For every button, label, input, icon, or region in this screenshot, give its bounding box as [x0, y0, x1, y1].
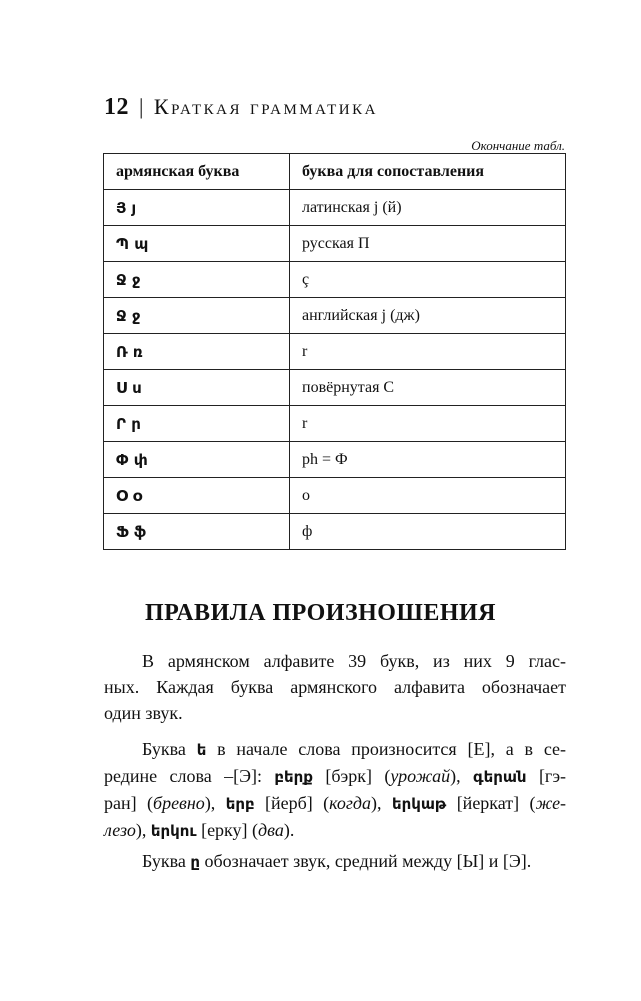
comparison-cell: r	[290, 406, 566, 442]
text-run: ран] (	[104, 793, 154, 813]
text-run: Буква	[142, 739, 186, 759]
armenian-word: երկու	[150, 822, 197, 840]
comparison-cell: r	[290, 334, 566, 370]
comparison-cell: латинская j (й)	[290, 190, 566, 226]
table-row	[104, 190, 566, 226]
armenian-letter-cell: Ռ ռ	[104, 334, 290, 370]
armenian-letter-cell: Պ պ	[104, 226, 290, 262]
text-run: [йерб] (	[265, 793, 330, 813]
text-run: ),	[450, 766, 461, 786]
section-heading: ПРАВИЛА ПРОИЗНОШЕНИЯ	[144, 600, 497, 626]
running-head	[104, 94, 378, 121]
table-row	[104, 478, 566, 514]
comparison-cell: ph = Ф	[290, 442, 566, 478]
comparison-cell: английская j (дж)	[290, 298, 566, 334]
table-row	[104, 370, 566, 406]
armenian-word: երկաթ	[391, 795, 447, 813]
table-row	[104, 334, 566, 370]
table-row	[104, 262, 566, 298]
header-separator: |	[139, 94, 144, 119]
alphabet-table	[103, 153, 566, 550]
text-run: ).	[283, 820, 295, 840]
text-run: ),	[371, 793, 382, 813]
armenian-letter-cell: Յ յ	[104, 190, 290, 226]
comparison-cell: русская П	[290, 226, 566, 262]
armenian-word: երբ	[225, 795, 255, 813]
text-line: В армянском алфавите 39 букв, из них 9 глас-	[142, 651, 566, 671]
armenian-letter-cell: Ֆ ֆ	[104, 514, 290, 550]
armenian-letter-cell: Փ փ	[104, 442, 290, 478]
translation: бревно	[153, 793, 205, 813]
text-run: [ерку] (	[201, 820, 259, 840]
translation: же-	[535, 793, 567, 813]
armenian-letter: ե	[196, 741, 207, 759]
table-row	[104, 514, 566, 550]
text-run: [йеркат] (	[456, 793, 536, 813]
paragraph-alphabet-count	[104, 648, 566, 726]
page-number: 12	[104, 94, 129, 120]
translation: лезо	[104, 820, 136, 840]
table-header-row	[104, 154, 566, 190]
text-line	[104, 763, 566, 790]
comparison-cell: повёрнутая С	[290, 370, 566, 406]
translation: когда	[329, 793, 372, 813]
table-row	[104, 226, 566, 262]
text-line	[104, 736, 566, 763]
text-run: редине слова –[Э]:	[104, 766, 262, 786]
text-run: обозначает звук, средний между [Ы] и [Э].	[204, 851, 532, 871]
text-run: в начале слова произносится [Е], а в се-	[217, 739, 567, 759]
armenian-letter-cell: Ր ր	[104, 406, 290, 442]
paragraph-letter-schwa	[104, 848, 566, 875]
translation: два	[258, 820, 284, 840]
table-row	[104, 406, 566, 442]
text-run: ),	[204, 793, 216, 813]
armenian-letter-cell: Ջ ջ	[104, 298, 290, 334]
column-header-armenian: армянская буква	[104, 154, 290, 190]
comparison-cell: ф	[290, 514, 566, 550]
translation: урожай	[390, 766, 451, 786]
text-line: один звук.	[104, 703, 183, 723]
running-title: Краткая грамматика	[153, 94, 378, 119]
column-header-comparison: буква для сопоставления	[290, 154, 566, 190]
text-line	[104, 817, 566, 844]
comparison-cell: o	[290, 478, 566, 514]
text-line	[104, 790, 566, 817]
table-continuation-note: Окончание табл.	[471, 138, 565, 153]
table-row	[104, 298, 566, 334]
armenian-letter-cell: Ս ս	[104, 370, 290, 406]
text-run: [гэ-	[538, 766, 567, 786]
armenian-word: գերան	[473, 768, 527, 786]
comparison-cell: ç	[290, 262, 566, 298]
table-row	[104, 442, 566, 478]
text-line: ных. Каждая буква армянского алфавита обозначает	[104, 677, 566, 697]
armenian-word: բերք	[274, 768, 313, 786]
text-run: Буква	[142, 851, 186, 871]
paragraph-letter-e	[104, 736, 566, 844]
armenian-letter-cell: Ջ ջ	[104, 262, 290, 298]
armenian-letter-cell: Օ օ	[104, 478, 290, 514]
text-run: ),	[135, 820, 147, 840]
armenian-letter: ը	[190, 853, 201, 871]
text-run: [бэрк] (	[325, 766, 391, 786]
text-line	[104, 848, 566, 875]
